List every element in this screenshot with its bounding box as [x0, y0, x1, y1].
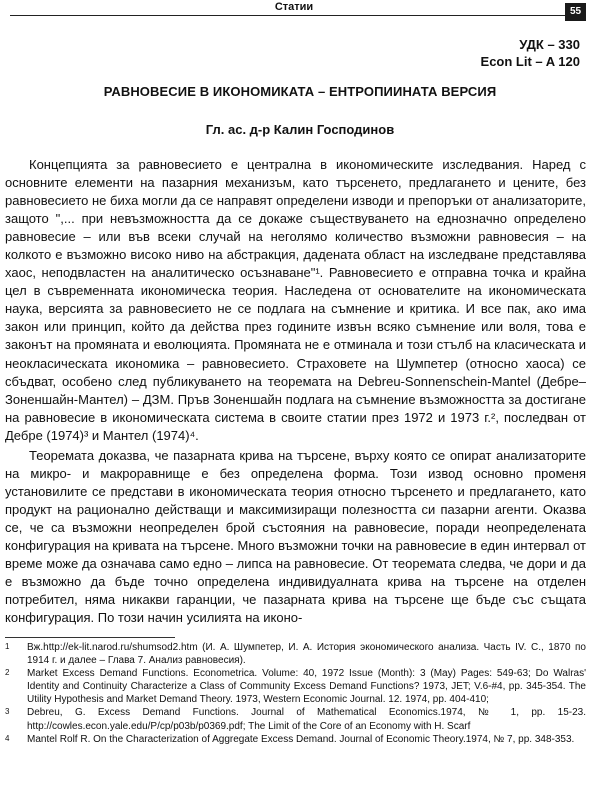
footnote-3	[5, 706, 586, 732]
article-title: РАВНОВЕСИЕ В ИКОНОМИКАТА – ЕНТРОПИИНАТА ВЕРСИЯ	[103, 84, 497, 99]
econlit-code: Econ Lit – A 120	[480, 54, 580, 69]
section-title: Статии	[274, 1, 314, 13]
article-author: Гл. ас. д-р Калин Господинов	[205, 122, 395, 137]
page-number: 55	[565, 3, 586, 21]
body-paragraph-1: Концепцията за равновесието е централна в икономическите изследвания. Наред с основните елементи на пазарния механизъм, като търсенето, предлагането и цените, без равновесието не биха могли да се направят определени изводи и препоръки от анализаторите, защото ",... при невъзможността да се докаже съществуването на еднозначно определено равновесие – или във всеки случай на неголямо количество възможни равновесия – на колкото е възможно високо ниво на абстракция, дадената област на изследване представлява хаос, неподвластен на аналитическо осъзнаване"¹. Равновесието е отправна точка и крайна цел в съвременната икономическа теория. Наследена от основателите на икономическата наука, версията за равновесието не се подлага на съмнение и критика. И все пак, ако има закон или принцип, който да действа през годините извън всяко съмнение или воля, това е законът на промяната и еволюцията. Промяната не е отминала и този стълб на класическата и неокласическата икономика – равновесието. Страховете на Шумпетер (относно хаоса) се сбъдват, особено след публикуването на теоремата на Debreu-Sonnenschein-Mantel (Дебре–Зоненшайн-Мантел) – ДЗМ. Пръв Зоненшайн подлага на съмнение възможността за достигане на равновесие в икономическата система в своите статии през 1972 и 1973 г.², последван от Дебре (1974)³ и Мантел (1974)⁴.	[5, 157, 586, 443]
udc-code: УДК – 330	[519, 37, 580, 52]
body-paragraph-2: Теоремата доказва, че пазарната крива на търсене, върху която се опират анализаторите на микро- и макроравнище е без определена форма. Този извод основно променя установилите се представи в икономическата теория относно търсенето и предлагането, като продукт на рационално действащи и максимизиращи полезността си пазарни агенти. Оказва се, че са възможни неопределен брой състояния на равновесие, поради неопределената конфигурация на кривата на търсене. Много възможни точки на равновесие в един интервал от време може да означава само едно – липса на равновесие. От теоремата следва, че дори и да е възможно да бъде точно определена индивидуалната крива на търсене на отделен потребител, няма никакви гаранции, че пазарната крива на търсене ще бъде със същата конфигурация. По този начин усилията на иконо-	[5, 447, 586, 626]
footnotes	[5, 641, 586, 746]
footnote-mark: 2	[5, 668, 10, 678]
article-body	[5, 156, 586, 627]
footnote-text: Debreu, G. Excess Demand Functions. Journal of Mathematical Economics.1974, № 1, pp. 15-23. http://cowles.econ.yale.edu/P/cp/p03b/p0369.pdf; The Limit of the Core of an Economy with H. Scarf	[27, 707, 586, 732]
running-header	[10, 0, 582, 17]
footnote-separator	[5, 637, 175, 638]
footnote-mark: 1	[5, 642, 10, 651]
footnote-text: Вж.http://ek-lit.narod.ru/shumsod2.htm (И. А. Шумпетер, И. А. История экономического анализа. Часть IV. С., 1870 по 1914 г. и далее – Глава 7. Анализ равновесия).	[27, 642, 586, 667]
classification-codes	[481, 36, 580, 70]
footnote-text: Mantel Rolf R. On the Characterization of Aggregate Excess Demand. Journal of Economic Theory.1974, № 7, pp. 348-353.	[27, 733, 575, 745]
footnote-2	[5, 667, 586, 706]
footnote-4	[5, 733, 586, 746]
footnote-mark: 3	[5, 707, 10, 717]
footnote-1	[5, 641, 586, 667]
footnote-text: Market Excess Demand Functions. Econometrica. Volume: 40, 1972 Issue (Month): 3 (May) Pages: 549-63; Do Walras' Identity and Continuity Characterize a Class of Community Excess Demand Functions? 1973, JET; V.6-#4, pp. 345-354. The Utility Hypothesis and Market Demand Theory. 1973, Western Economic Journal. 12. 1974, pp. 404-410;	[27, 668, 586, 706]
footnote-mark: 4	[5, 733, 10, 743]
